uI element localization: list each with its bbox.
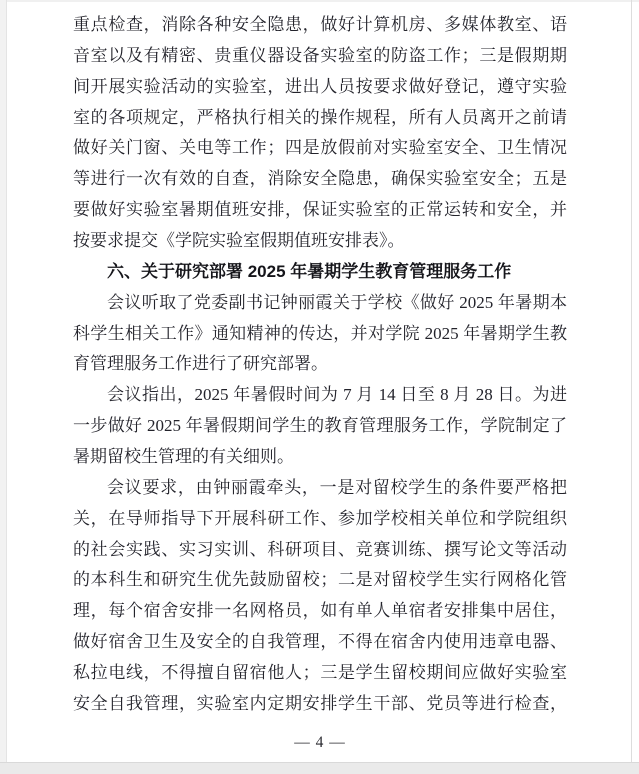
text-line: 一步做好 2025 年暑假期间学生的教育管理服务工作，学院制定了 xyxy=(73,416,567,436)
text-line: 做好关门窗、关电等工作；四是放假前对实验室安全、卫生情况 xyxy=(73,138,567,158)
text-line: 音室以及有精密、贵重仪器设备实验室的防盗工作；三是假期期 xyxy=(73,45,567,65)
text-line: 会议听取了党委副书记钟丽霞关于学校《做好 2025 年暑期本 xyxy=(107,292,567,312)
scan-edge-right xyxy=(631,0,632,773)
text-line: 的本科生和研究生优先鼓励留校；二是对留校学生实行网格化管 xyxy=(73,570,567,590)
text-line: 间开展实验活动的实验室，进出人员按要求做好登记，遵守实验 xyxy=(73,76,567,96)
text-line: 等进行一次有效的自查，消除安全隐患，确保实验室安全；五是 xyxy=(73,169,567,189)
scan-edge-top xyxy=(0,0,639,2)
text-line: 科学生相关工作》通知精神的传达，并对学院 2025 年暑期学生教 xyxy=(73,323,567,343)
text-line: 会议指出，2025 年暑假时间为 7 月 14 日至 8 月 28 日。为进 xyxy=(107,385,567,405)
text-line: 重点检查，消除各种安全隐患，做好计算机房、多媒体教室、语 xyxy=(73,15,567,34)
text-line: 要做好实验室暑期值班安排，保证实验室的正常运转和安全，并 xyxy=(73,200,567,220)
scan-edge-bottom xyxy=(0,762,639,774)
text-line: 的社会实践、实习实训、科研项目、竞赛训练、撰写论文等活动 xyxy=(73,539,567,559)
text-line: 关，在导师指导下开展科研工作、参加学校相关单位和学院组织 xyxy=(73,508,567,528)
page-number: — 4 — xyxy=(294,734,346,751)
text-line: 按要求提交《学院实验室假期值班安排表》。 xyxy=(73,231,405,251)
document-body xyxy=(73,10,567,720)
text-line: 安全自我管理，实验室内定期安排学生干部、党员等进行检查， xyxy=(73,693,567,713)
text-line: 会议要求，由钟丽霞牵头，一是对留校学生的条件要严格把 xyxy=(107,477,567,497)
text-line: 育管理服务工作进行了研究部署。 xyxy=(73,354,328,374)
scan-edge-left xyxy=(0,0,7,773)
text-line: 暑期留校生管理的有关细则。 xyxy=(73,447,294,467)
section-heading: 六、关于研究部署 2025 年暑期学生教育管理服务工作 xyxy=(107,261,512,281)
text-line: 理，每个宿舍安排一名网格员，如有单人单宿者安排集中居住， xyxy=(73,601,567,621)
text-line: 做好宿舍卫生及安全的自我管理，不得在宿舍内使用违章电器、 xyxy=(73,632,567,652)
text-line: 室的各项规定，严格执行相关的操作规程，所有人员离开之前请 xyxy=(73,107,567,127)
text-line: 私拉电线，不得擅自留宿他人；三是学生留校期间应做好实验室 xyxy=(73,663,567,683)
